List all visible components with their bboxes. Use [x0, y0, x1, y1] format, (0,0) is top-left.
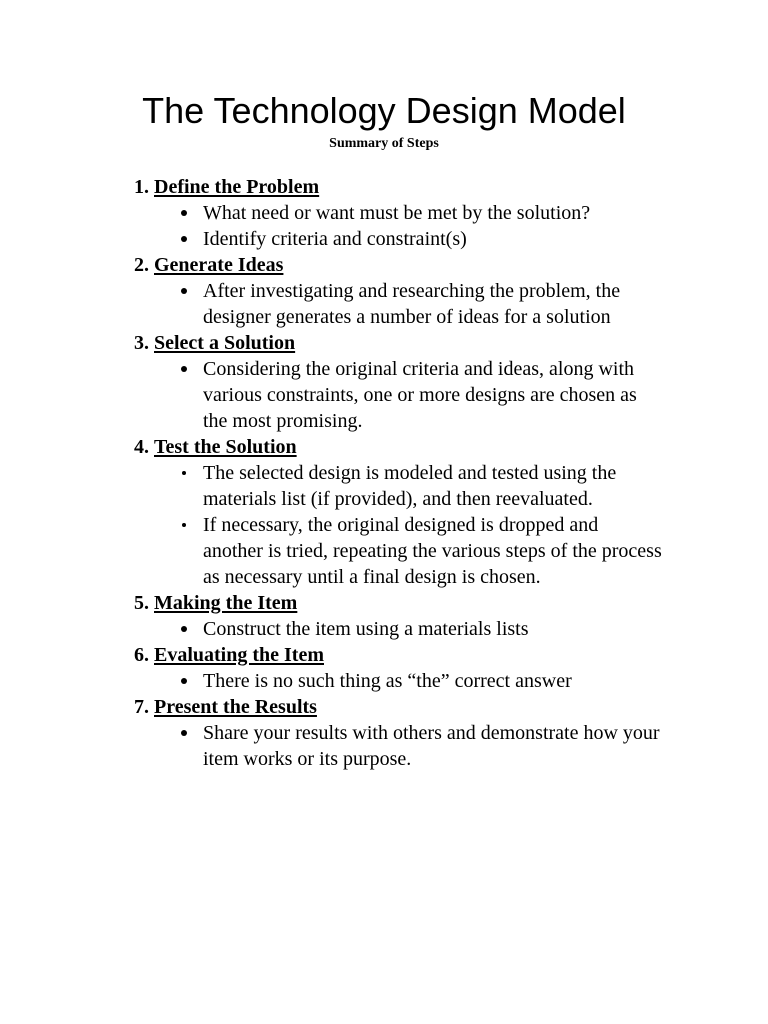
step-title: Making the Item [154, 592, 298, 614]
bullet-item [0, 356, 663, 434]
bullet-text: There is no such thing as “the” correct answer [203, 670, 572, 692]
step-bullets [0, 616, 768, 642]
step-heading [0, 434, 768, 460]
step-number: 6. [134, 644, 149, 666]
bullet-text: Considering the original criteria and ideas, along with various constraints, one or more designs are chosen as the most promising. [203, 358, 637, 432]
bullet-dot-icon [181, 678, 187, 684]
step-title: Generate Ideas [154, 254, 284, 276]
step-3 [0, 330, 768, 434]
step-2 [0, 252, 768, 330]
step-bullets [0, 278, 768, 330]
step-bullets [0, 668, 768, 694]
step-title: Evaluating the Item [154, 644, 324, 666]
bullet-text: Share your results with others and demonstrate how your item works or its purpose. [203, 722, 660, 770]
step-heading [0, 590, 768, 616]
step-bullets [0, 356, 768, 434]
bullet-item [0, 200, 663, 226]
step-heading [0, 174, 768, 200]
bullet-item [0, 512, 663, 590]
step-title: Present the Results [154, 696, 317, 718]
steps-list [0, 174, 768, 772]
step-title: Define the Problem [154, 176, 320, 198]
step-heading [0, 642, 768, 668]
step-6 [0, 642, 768, 694]
bullet-text: The selected design is modeled and tested using the materials list (if provided), and then reevaluated. [203, 462, 617, 510]
bullet-dot-icon [182, 471, 186, 475]
bullet-item [0, 616, 663, 642]
page-title: The Technology Design Model [142, 90, 626, 131]
bullet-dot-icon [182, 523, 186, 527]
bullet-text: Construct the item using a materials lists [203, 618, 529, 640]
step-number: 2. [134, 254, 149, 276]
bullet-text: Identify criteria and constraint(s) [203, 228, 467, 250]
step-number: 4. [134, 436, 149, 458]
step-bullets [0, 200, 768, 252]
step-bullets [0, 720, 768, 772]
step-1 [0, 174, 768, 252]
bullet-dot-icon [181, 288, 187, 294]
bullet-text: What need or want must be met by the solution? [203, 202, 591, 224]
step-7 [0, 694, 768, 772]
page-subtitle: Summary of Steps [329, 136, 439, 151]
step-bullets [0, 460, 768, 590]
bullet-item [0, 720, 663, 772]
bullet-item [0, 460, 663, 512]
step-heading [0, 330, 768, 356]
step-heading [0, 252, 768, 278]
bullet-dot-icon [181, 730, 187, 736]
step-number: 7. [134, 696, 149, 718]
bullet-text: After investigating and researching the problem, the designer generates a number of ideas for a solution [203, 280, 621, 328]
step-number: 3. [134, 332, 149, 354]
step-heading [0, 694, 768, 720]
step-number: 1. [134, 176, 149, 198]
step-5 [0, 590, 768, 642]
bullet-text: If necessary, the original designed is dropped and another is tried, repeating the various steps of the process as necessary until a final design is chosen. [203, 514, 662, 588]
bullet-dot-icon [181, 366, 187, 372]
bullet-dot-icon [181, 210, 187, 216]
bullet-item [0, 668, 663, 694]
bullet-dot-icon [181, 626, 187, 632]
step-number: 5. [134, 592, 149, 614]
bullet-item [0, 278, 663, 330]
step-title: Test the Solution [154, 436, 297, 458]
bullet-item [0, 226, 663, 252]
step-title: Select a Solution [154, 332, 296, 354]
bullet-dot-icon [181, 236, 187, 242]
step-4 [0, 434, 768, 590]
